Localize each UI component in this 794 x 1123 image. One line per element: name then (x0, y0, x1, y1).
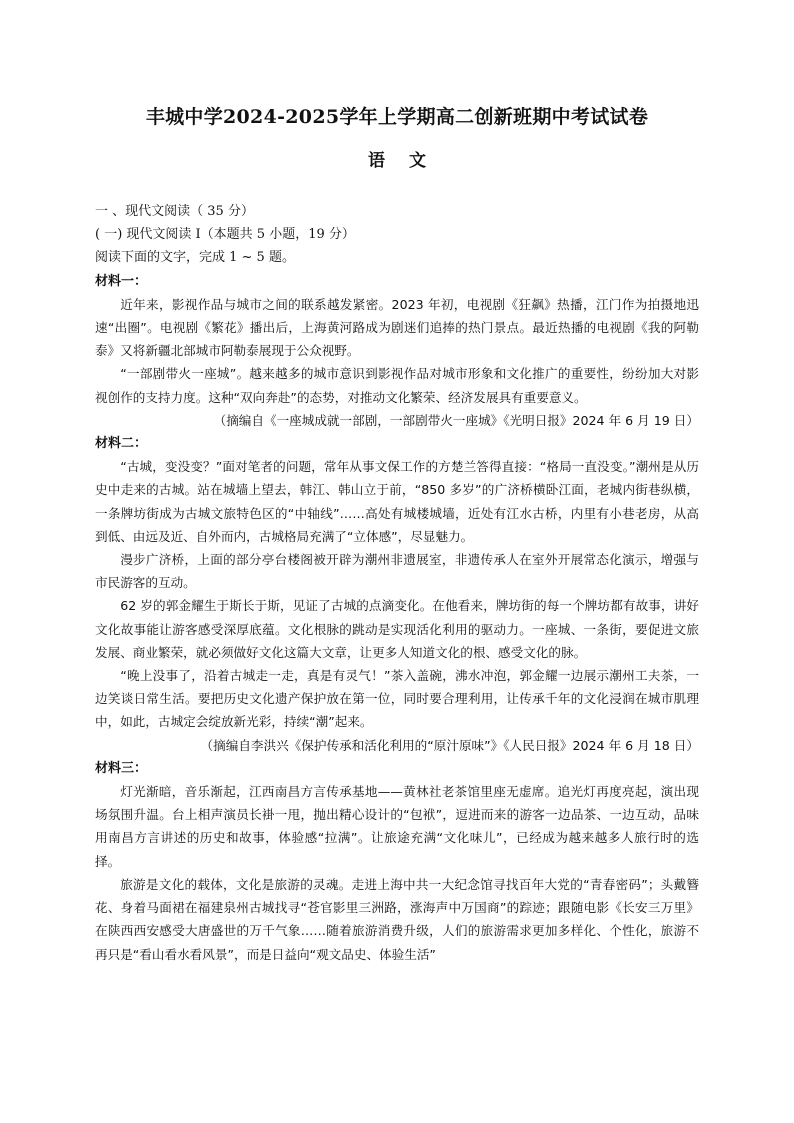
material2-paragraph: “古城，变没变？”面对笔者的问题，常年从事文保工作的方楚兰答得直接：“格局一直没变。”潮州是从历史中走来的古城。站在城墙上望去，韩江、韩山立于前，“850 多岁”的广济桥横卧江面，老城内街巷纵横，一条牌坊街成为古城文旅特色区的“中轴线”……高处有城楼城墙，近处有江水古桥，内里有小巷老房，从高到低、由远及近、自外而内，古城格局充满了“立体感”，尽显魅力。 (95, 459, 699, 544)
material3-label: 材料三： (95, 760, 148, 776)
material1-paragraph: “一部剧带火一座城”。越来越多的城市意识到影视作品对城市形象和文化推广的重要性，纷纷加大对影视创作的支持力度。这种“双向奔赴”的态势，对推动文化繁荣、经济发展具有重要意义。 (95, 366, 699, 405)
material1-source: （摘编自《一座城成就一部剧，一部剧带火一座城》《光明日报》2024 年 6 月 19 日） (213, 412, 699, 428)
reading-instruction: 阅读下面的文字，完成 1 ~ 5 题。 (95, 250, 295, 266)
subject-title: 语文 (368, 151, 450, 171)
material3-paragraph: 灯光渐暗，音乐渐起，江西南昌方言传承基地——黄林社老茶馆里座无虚席。追光灯再度亮起，演出现场氛围升温。台上相声演员长褂一甩，抛出精心设计的“包袱”，逗进而来的游客一边品茶、一边互动，品味用南昌方言讲述的历史和故事，体验感“拉满”。让旅途充满“文化味儿”，已经成为越来越多人旅行时的选择。 (95, 784, 699, 869)
material2-paragraph: “晚上没事了，沿着古城走一走，真是有灵气！”茶入盖碗，沸水冲泡，郭金耀一边展示潮州工夫茶，一边笑谈日常生活。要把历史文化遗产保护放在第一位，同时要合理利用，让传承千年的文化浸润在城市肌理中，如此，古城定会绽放新光彩，持续“潮”起来。 (95, 668, 699, 730)
exam-title: 丰城中学2024-2025学年上学期高二创新班期中考试试卷 (145, 106, 649, 128)
section-heading: 一 、现代文阅读（ 35 分） (95, 204, 254, 219)
material1-label: 材料一： (95, 273, 148, 289)
material2-label: 材料二： (95, 436, 148, 452)
section-subheading: ( 一) 现代文阅读 I（本题共 5 小题，19 分） (95, 227, 355, 243)
material2-paragraph: 漫步广济桥，上面的部分亭台楼阁被开辟为潮州非遗展室，非遗传承人在室外开展常态化演示，增强与市民游客的互动。 (95, 552, 699, 591)
content-body (95, 200, 699, 966)
material3-paragraph: 旅游是文化的载体，文化是旅游的灵魂。走进上海中共一大纪念馆寻找百年大党的“青春密码”；头戴簪花、身着马面裙在福建泉州古城找寻“苍官影里三洲路，涨海声中万国商”的踪迹；跟随电影《长安三万里》在陕西西安感受大唐盛世的万千气象……随着旅游消费升级，人们的旅游需求更加多样化、个性化，旅游不再只是“看山看水看风景”，而是日益向“观文品史、体验生活” (95, 876, 699, 962)
material1-paragraph: 近年来，影视作品与城市之间的联系越发紧密。2023 年初，电视剧《狂飙》热播，江门作为拍摄地迅速“出圈”。电视剧《繁花》播出后，上海黄河路成为剧迷们追捧的热门景点。最近热播的电视剧《我的阿勒泰》又将新疆北部城市阿勒泰展现于公众视野。 (95, 296, 699, 359)
material2-source: （摘编自李洪兴《保护传承和活化利用的“原汁原味”》《人民日报》2024 年 6 月 18 日） (200, 737, 699, 753)
material2-paragraph: 62 岁的郭金耀生于斯长于斯，见证了古城的点滴变化。在他看来，牌坊街的每一个牌坊都有故事，讲好文化故事能让游客感受深厚底蕴。文化根脉的跳动是实现活化利用的驱动力。一座城、一条街，要促进文旅发展、商业繁荣，就必须做好文化这篇大文章，让更多人知道文化的根、感受文化的脉。 (95, 598, 699, 660)
